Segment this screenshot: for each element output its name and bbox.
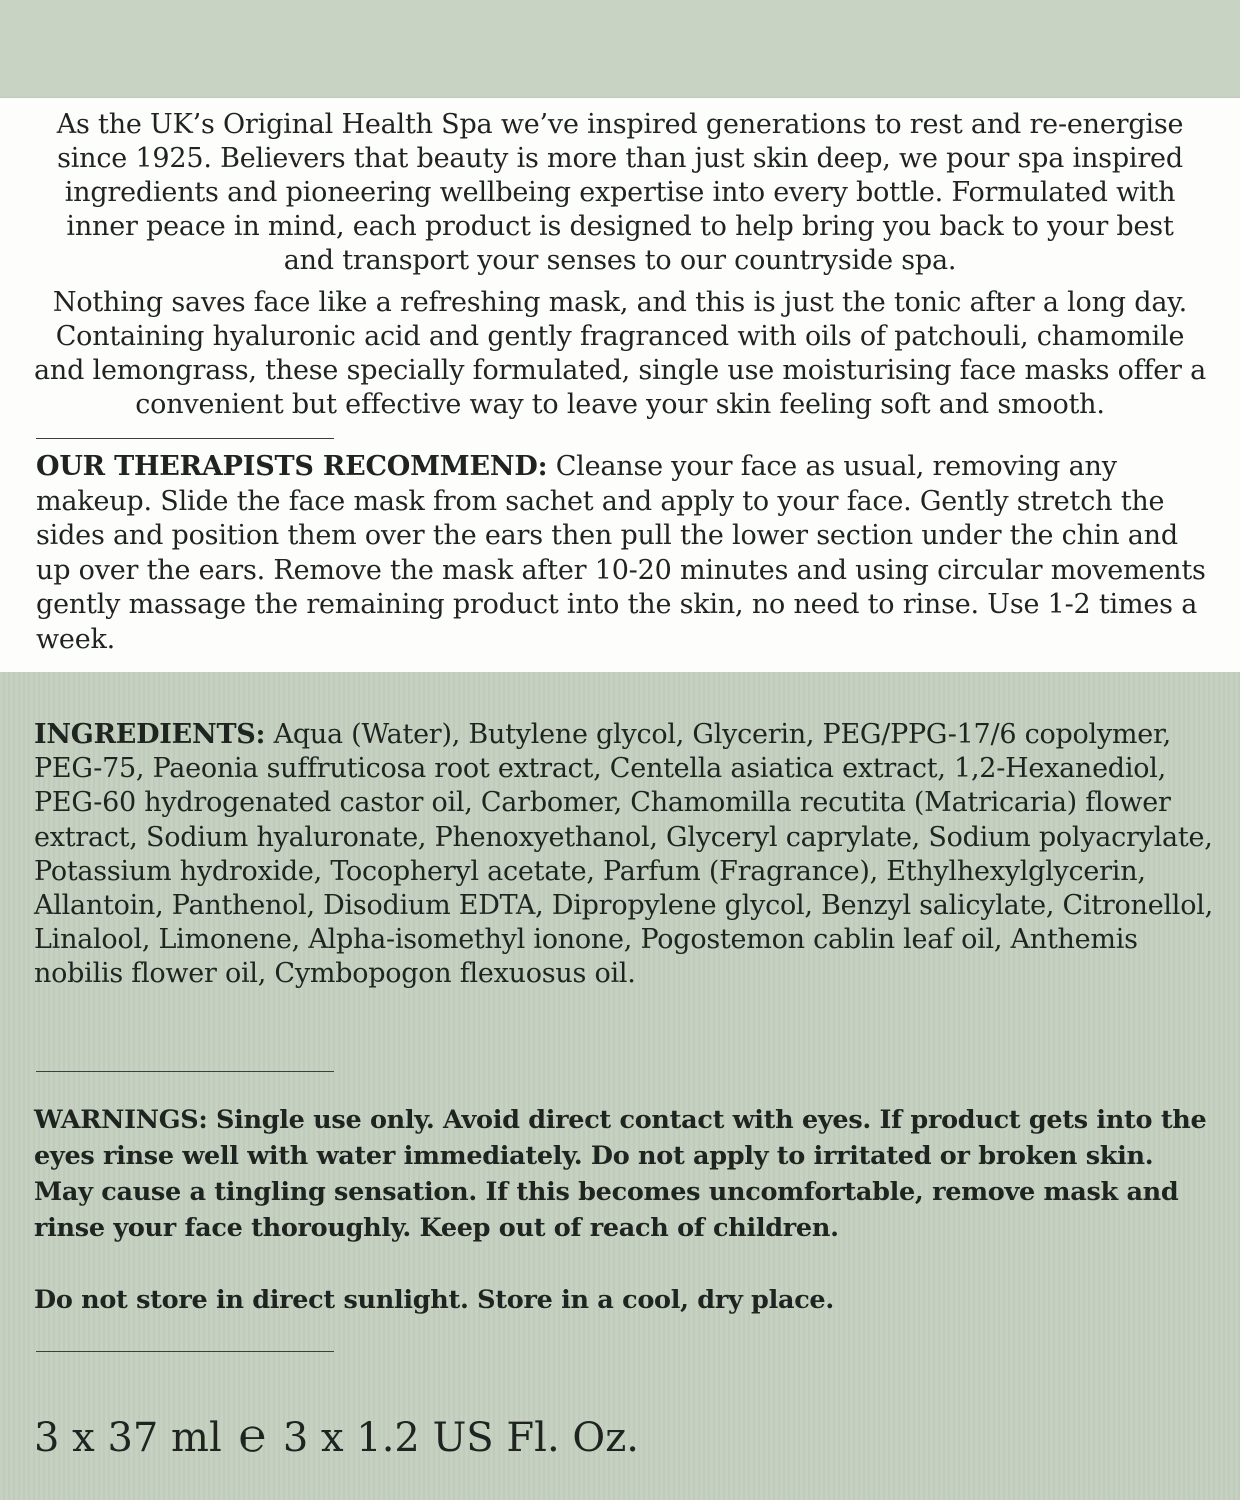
ingredients-list bbox=[34, 718, 1214, 992]
therapists-recommend bbox=[36, 450, 1206, 657]
divider bbox=[36, 438, 334, 439]
storage-text: Do not store in direct sunlight. Store in a cool, dry place. bbox=[34, 1285, 834, 1315]
warnings-text: WARNINGS: Single use only. Avoid direct contact with eyes. If product gets into the eyes rinse well with water immediately. Do not apply to irritated or broken skin. May cause a tingling sensation. If this becomes uncomfortable, remove mask and rinse your face thoroughly. Keep out of reach of children. bbox=[34, 1105, 1207, 1243]
volume-statement bbox=[34, 1410, 639, 1463]
divider bbox=[36, 1071, 334, 1072]
volume-imperial: 3 x 1.2 US Fl. Oz. bbox=[282, 1415, 639, 1461]
divider bbox=[36, 1351, 334, 1352]
volume-metric: 3 x 37 ml bbox=[34, 1415, 222, 1461]
top-green-strip bbox=[0, 0, 1240, 100]
estimated-sign-icon: ℮ bbox=[238, 1408, 267, 1462]
therapists-heading: OUR THERAPISTS RECOMMEND: bbox=[36, 451, 548, 482]
ingredients-text: Aqua (Water), Butylene glycol, Glycerin, PEG/PPG-17/6 copolymer, PEG-75, Paeonia suffruticosa root extract, Centella asiatica extract, 1,2-Hexanediol, PEG-60 hydrogenated castor oil, Carbomer, Chamomilla recutita (Matricaria) flower extract, Sodium hyaluronate, Phenoxyethanol, Glyceryl caprylate, Sodium polyacrylate, Potassium hydroxide, Tocopheryl acetate, Parfum (Fragrance), Ethylhexylglycerin, Allantoin, Panthenol, Disodium EDTA, Dipropylene glycol, Benzyl salicylate, Citronellol, Linalool, Limonene, Alpha-isomethyl ionone, Pogostemon cablin leaf oil, Anthemis nobilis flower oil, Cymbopogon flexuosus oil. bbox=[34, 719, 1213, 990]
product-description: Nothing saves face like a refreshing mask, and this is just the tonic after a long day. Containing hyaluronic acid and gently fragranced with oils of patchouli, chamomile and lemongrass, these specially formulated, single use moisturising face masks offer a convenient but effective way to leave your skin feeling soft and smooth. bbox=[33, 287, 1207, 420]
ingredients-heading: INGREDIENTS: bbox=[34, 719, 266, 750]
intro-paragraph: As the UK’s Original Health Spa we’ve inspired generations to rest and re-energise since 1925. Believers that beauty is more than just skin deep, we pour spa inspired ingredients and pioneering wellbeing expertise into every bottle. Formulated with inner peace in mind, each product is designed to help bring you back to your best and transport your senses to our countryside spa. bbox=[56, 109, 1184, 276]
therapists-text: Cleanse your face as usual, removing any makeup. Slide the face mask from sachet and apply to your face. Gently stretch the sides and position them over the ears then pull the lower section under the chin and up over the ears. Remove the mask after 10-20 minutes and using circular movements gently massage the remaining product into the skin, no need to rinse. Use 1-2 times a week. bbox=[36, 451, 1206, 655]
